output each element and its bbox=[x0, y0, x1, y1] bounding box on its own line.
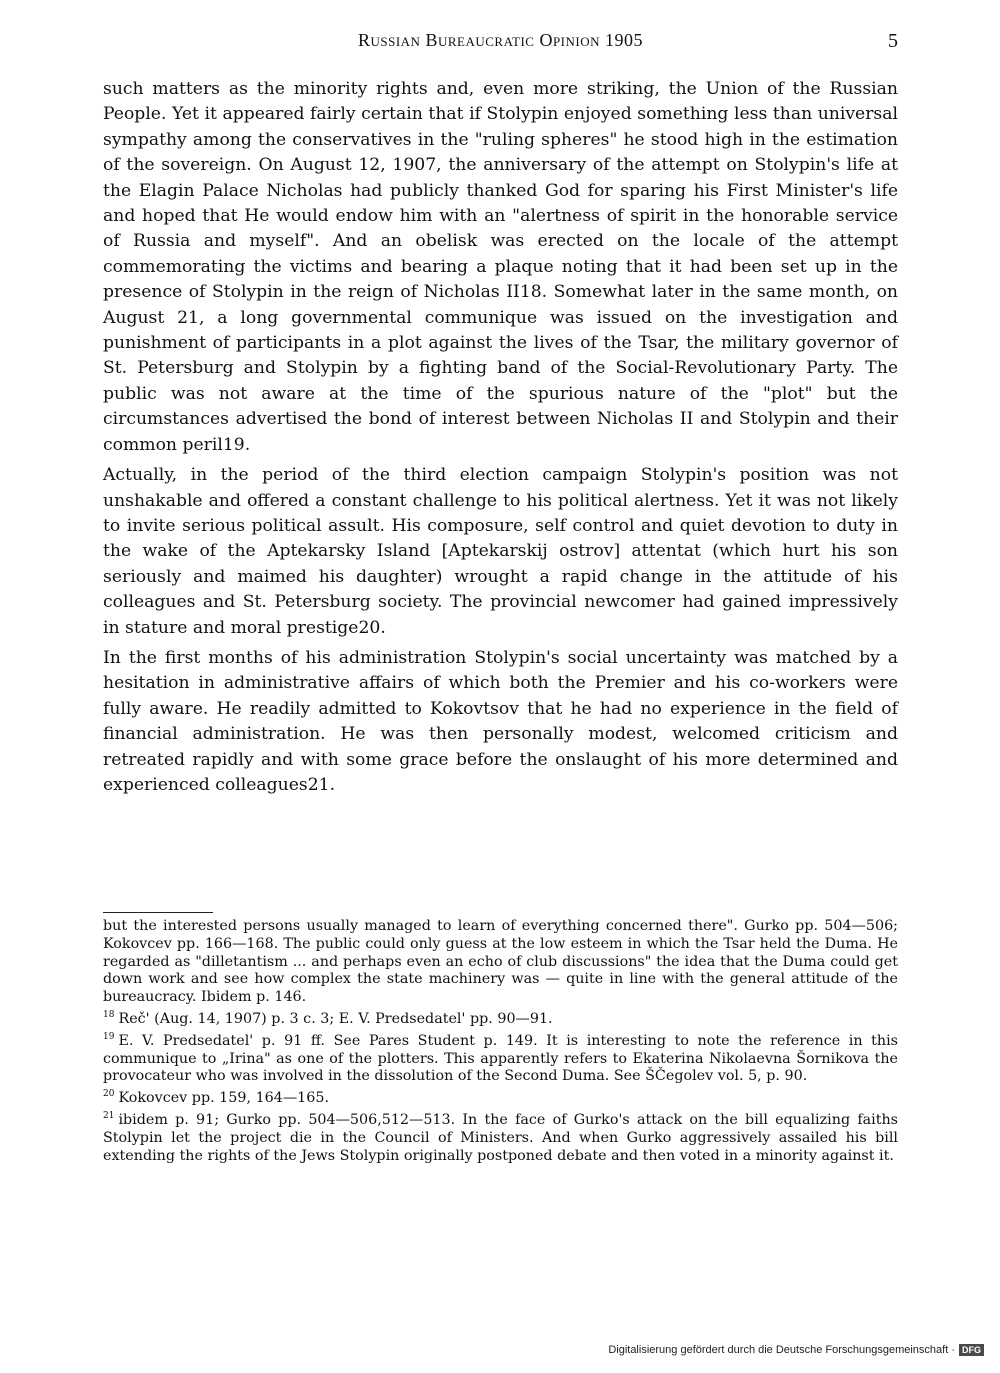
footnote-text: but the interested persons usually managed to learn of everything concerned there". Gurko pp. 504—506; Kokovcev pp. 166—168. The public could only guess at the low esteem in which the Tsar held the Duma. He regarded as "dilletantism ... and perhaps even an echo of club discussions" the idea that the Duma could get down work and see how complex the state machinery was — quite in line with the general attitude of the bureaucracy. Ibidem p. 146. bbox=[103, 918, 898, 1006]
footnote-mark: 18 bbox=[103, 1010, 115, 1021]
footnote-20 bbox=[103, 1090, 898, 1108]
footnote-text: ibidem p. 91; Gurko pp. 504—506,512—513. In the face of Gurko's attack on the bill equalizing faiths Stolypin let the project die in the Council of Ministers. And when Gurko aggressively assailed his bill extending the rights of the Jews Stolypin originally postponed debate and then voted in a minority against it. bbox=[103, 1111, 898, 1164]
footnote-text: Reč' (Aug. 14, 1907) p. 3 c. 3; E. V. Predsedatel' pp. 90—91. bbox=[118, 1010, 553, 1027]
paragraph-2: Actually, in the period of the third election campaign Stolypin's position was not unshakable and offered a constant challenge to his political alertness. Yet it was not likely to invite serious political assult. His composure, self control and quiet devotion to duty in the wake of the Aptekarsky Island [Aptekarskij ostrov] attentat (which hurt his son seriously and maimed his daughter) wrought a rapid change in the attitude of his colleagues and St. Petersburg society. The provincial newcomer had gained impressively in stature and moral prestige20. bbox=[103, 465, 898, 638]
footnote-text: Kokovcev pp. 159, 164—165. bbox=[118, 1090, 329, 1107]
footnote-separator bbox=[103, 912, 213, 913]
running-head bbox=[103, 30, 898, 54]
digitization-note-text: Digitalisierung gefördert durch die Deutsche Forschungsgemeinschaft · bbox=[608, 1344, 955, 1356]
running-title: Russian Bureaucratic Opinion 1905 bbox=[357, 30, 644, 50]
page-number: 5 bbox=[888, 30, 898, 52]
footnote-21 bbox=[103, 1112, 898, 1165]
footnote-mark: 21 bbox=[103, 1111, 115, 1122]
digitization-credit bbox=[608, 1342, 984, 1358]
footnote-18 bbox=[103, 1011, 898, 1029]
paragraph-1: such matters as the minority rights and, even more striking, the Union of the Russian People. Yet it appeared fairly certain that if Stolypin enjoyed something less than universal sympathy among the conservatives in the "ruling spheres" he stood high in the estimation of the sovereign. On August 12, 1907, the anniversary of the attempt on Stolypin's life at the Elagin Palace Nicholas had publicly thanked God for sparing his First Minister's life and hoped that He would endow him with an "alertness of spirit in the honorable service of Russia and myself". And an obelisk was erected on the locale of the attempt commemorating the victims and bearing a plaque noting that it had been set up in the presence of Stolypin in the reign of Nicholas II18. Somewhat later in the same month, on August 21, a long governmental communique was issued on the investigation and punishment of participants in a plot against the lives of the Tsar, the military governor of St. Petersburg and Stolypin by a fighting band of the Social-Revolutionary Party. The public was not aware at the time of the spurious nature of the "plot" but the circumstances advertised the bond of interest between Nicholas II and Stolypin and their common peril19. bbox=[103, 79, 898, 455]
paragraph-3: In the first months of his administration Stolypin's social uncertainty was matched by a hesitation in administrative affairs of which both the Premier and his co-workers were fully aware. He readily admitted to Kokovtsov that he had no experience in the field of financial administration. He was then personally modest, welcomed criticism and retreated rapidly and with some grace before the onslaught of his more determined and experienced colleagues21. bbox=[103, 647, 898, 795]
footnote-19 bbox=[103, 1033, 898, 1086]
footnote-continued bbox=[103, 918, 898, 1007]
main-text bbox=[103, 77, 898, 803]
dfg-logo-icon: DFG bbox=[959, 1344, 984, 1356]
footnote-mark: 20 bbox=[103, 1089, 115, 1100]
footnotes bbox=[103, 918, 898, 1169]
footnote-mark: 19 bbox=[103, 1032, 115, 1043]
footnote-text: E. V. Predsedatel' p. 91 ff. See Pares Student p. 149. It is interesting to note the reference in this communique to „Irina" as one of the plotters. This apparently refers to Ekaterina Nikolaevna Šornikova the provocateur who was involved in the dissolution of the Second Duma. See ŠČegolev vol. 5, p. 90. bbox=[103, 1032, 898, 1085]
